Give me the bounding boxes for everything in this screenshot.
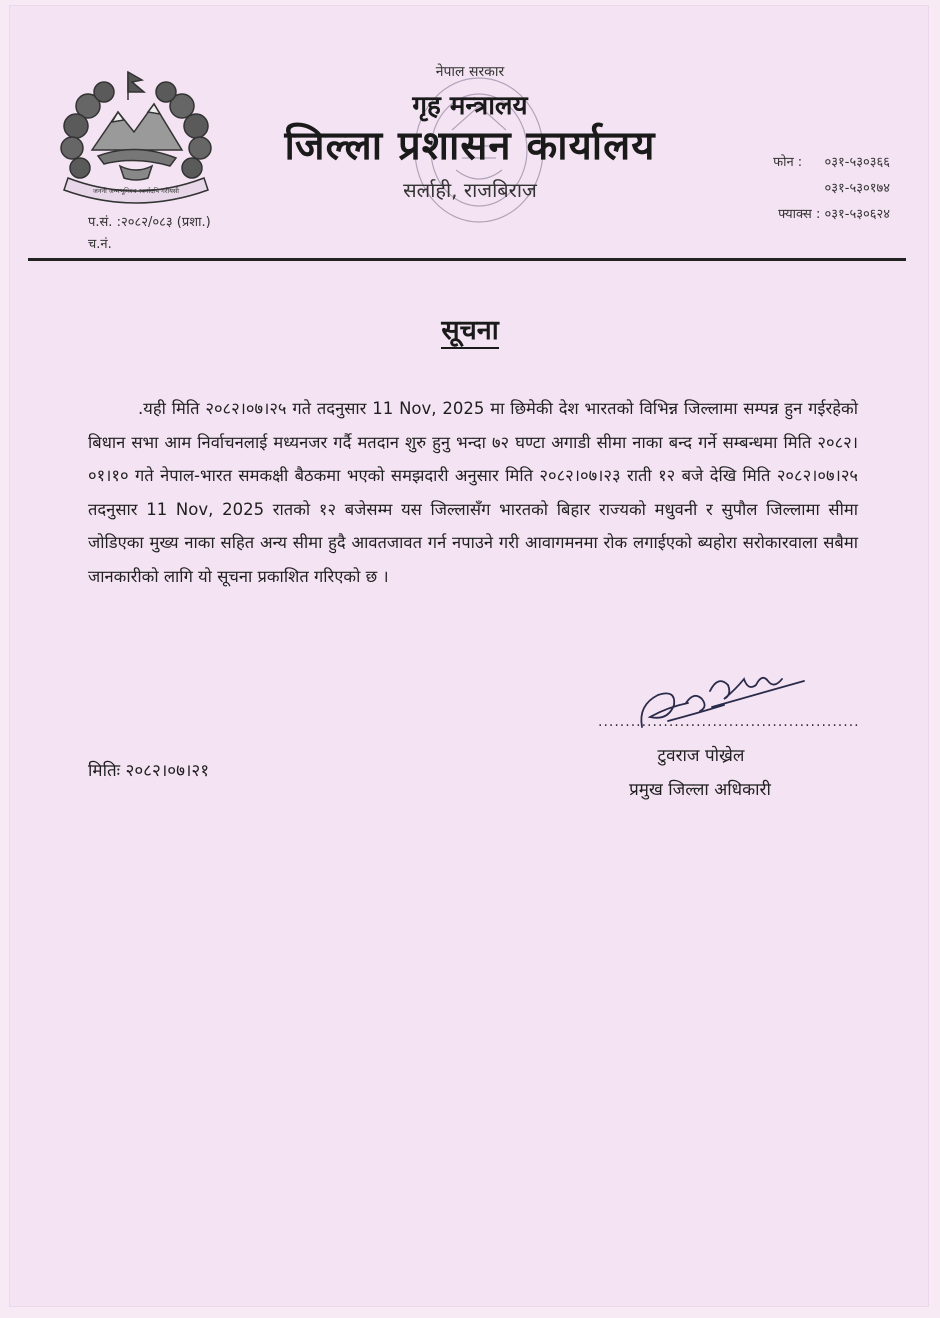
notice-date: मितिः २०८२।०७।२१ bbox=[88, 761, 210, 781]
phone-number-1: ०३१-५३०३६६ bbox=[824, 155, 890, 170]
fax-row bbox=[773, 202, 890, 228]
notice-body: .यही मिति २०८२।०७।२५ गते तदनुसार 11 Nov, 2025 मा छिमेकी देश भारतको विभिन्न जिल्लामा सम्पन्न हुन गईरहेको बिधान सभा आम निर्वाचनलाई मध्यनजर गर्दै मतदान शुरु हुनु भन्दा ७२ घण्टा अगाडी सीमा नाका बन्द गर्ने सम्बन्धमा मिति २०८२।०१।१० गते नेपाल-भारत समकक्षी बैठकमा भएको समझदारी अनुसार मिति २०८२।०७।२३ राती १२ बजे देखि मिति २०८२।०७।२५ तदनुसार 11 Nov, 2025 रातको १२ बजेसम्म यस जिल्लासँग भारतको बिहार राज्यको मधुवनी र सुपौल जिल्लामा सीमा जोडिएका मुख्य नाका सहित अन्य सीमा हुदै आवतजावत गर्न नपाउने गरी आवागमनमा रोक लगाईएको ब्यहोरा सरोकारवाला सबैमा जानकारीको लागि यो सूचना प्रकाशित गरिएको छ । bbox=[88, 399, 858, 586]
office-location: सर्लाही, राजबिराज bbox=[403, 178, 537, 202]
notice-title-text: सूचना bbox=[441, 315, 498, 349]
phone-label: फोन : bbox=[773, 155, 803, 170]
contact-block bbox=[773, 150, 890, 228]
chalani-number: च.नं. bbox=[88, 237, 112, 252]
phone-number-2: ०३१-५३०१७४ bbox=[824, 181, 890, 196]
header-divider bbox=[28, 258, 906, 261]
government-name: नेपाल सरकार bbox=[435, 64, 505, 80]
phone-row-2 bbox=[773, 176, 890, 202]
phone-row-1 bbox=[773, 150, 890, 176]
office-title: जिल्ला प्रशासन कार्यालय bbox=[284, 123, 656, 169]
ministry-name: गृह मन्त्रालय bbox=[412, 91, 528, 121]
reference-block bbox=[88, 212, 211, 256]
emblem-motto: जननी जन्मभूमिश्च स्वर्गादपि गरीयसी bbox=[93, 187, 179, 195]
notice-title bbox=[0, 310, 940, 347]
fax-label: फ्याक्स : bbox=[778, 207, 821, 222]
signatory-title: प्रमुख जिल्ला अधिकारी bbox=[629, 780, 771, 800]
fax-number: ०३१-५३०६२४ bbox=[824, 207, 890, 222]
signatory-name: टुवराज पोख्रेल bbox=[657, 746, 745, 766]
signature-line: ................................................ bbox=[598, 714, 860, 730]
patra-sankhya: प.सं. :२०८२/०८३ (प्रशा.) bbox=[88, 215, 211, 230]
